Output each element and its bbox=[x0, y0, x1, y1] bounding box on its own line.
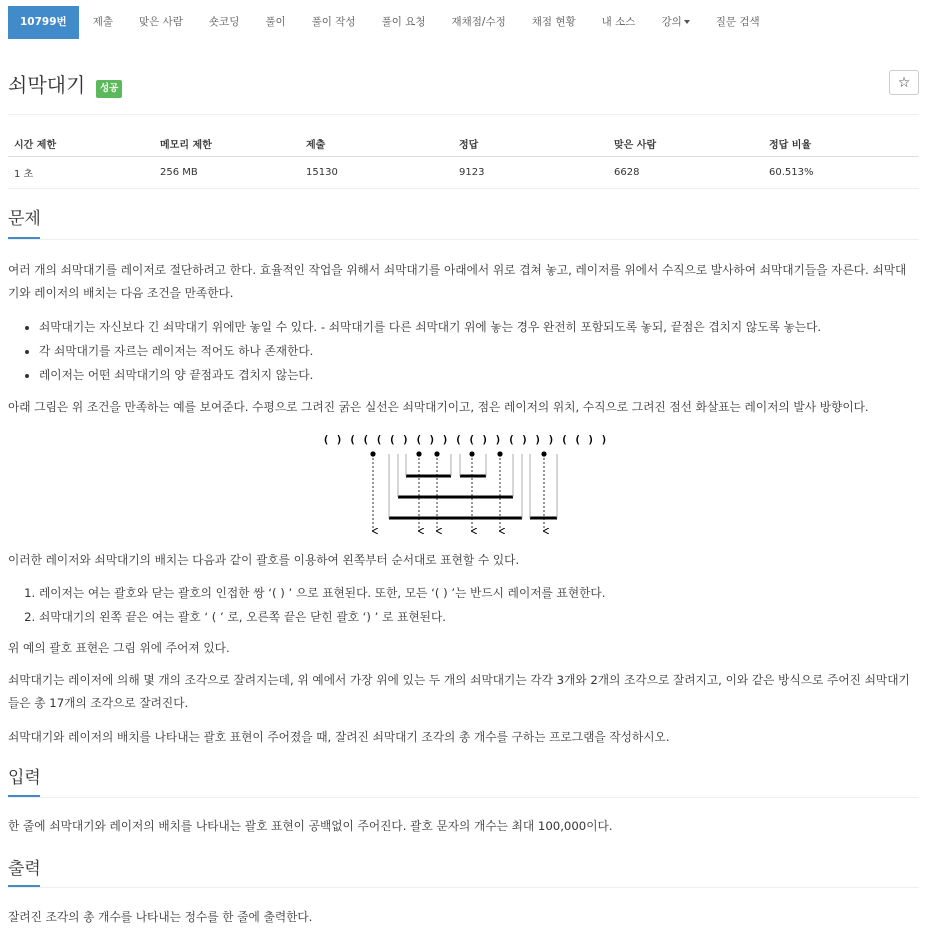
list-item: • 각 쇠막대기를 자르는 레이저는 적어도 하나 존재한다. bbox=[39, 339, 917, 363]
star-icon: ☆ bbox=[897, 75, 911, 91]
laser-dot bbox=[541, 451, 546, 456]
nav-request-solution[interactable]: 풀이 요청 bbox=[381, 16, 426, 28]
nav-submit[interactable]: 제출 bbox=[92, 16, 113, 28]
nav-rejudge[interactable]: 재채점/수정 bbox=[451, 16, 506, 28]
input-description: 한 줄에 쇠막대기와 레이저의 배치를 나타내는 괄호 표현이 공백없이 주어진다. 괄호 문자의 개수는 최대 100,000이다. bbox=[8, 819, 613, 833]
output-section-header bbox=[8, 858, 919, 892]
table-row bbox=[8, 157, 919, 189]
section-divider bbox=[8, 797, 919, 798]
conditions-list bbox=[8, 315, 917, 387]
nav-problem-number[interactable]: 10799번 bbox=[8, 6, 79, 39]
nav-write-solution[interactable]: 풀이 작성 bbox=[311, 16, 356, 28]
bracket-expression: ( ) ( ( ( ( ) ( ) ) ( ( ) ) ( ) ) ) ( ( ) ) bbox=[322, 433, 608, 446]
laser-dot bbox=[497, 451, 502, 456]
problem-paragraph-3: 이러한 레이저와 쇠막대기의 배치는 다음과 같이 괄호를 이용하여 왼쪽부터 순서대로 표현할 수 있다. bbox=[8, 553, 520, 567]
list-item: 2. 쇠막대기의 왼쪽 끝은 여는 괄호 ‘ ( ’ 로, 오른쪽 끝은 닫힌 괄호 ‘) ’ 로 표현된다. bbox=[39, 605, 917, 629]
problem-paragraph-4: 위 예의 괄호 표현은 그림 위에 주어져 있다. bbox=[8, 641, 230, 655]
cell-time-limit: 1 초 bbox=[8, 157, 154, 189]
star-button[interactable] bbox=[889, 70, 919, 95]
nav-question-search[interactable]: 질문 검색 bbox=[715, 16, 760, 28]
header-time-limit: 시간 제한 bbox=[8, 132, 154, 157]
cell-submissions: 15130 bbox=[300, 157, 453, 189]
header-accepted-users: 맞은 사람 bbox=[608, 132, 763, 157]
laser-dot bbox=[434, 451, 439, 456]
table-header-row bbox=[8, 132, 919, 157]
problem-paragraph-1: 여러 개의 쇠막대기를 레이저로 절단하려고 한다. 효율적인 작업을 위해서 쇠막대기를 아래에서 위로 겹쳐 놓고, 레이저를 위에서 수직으로 발사하여 쇠막대기들을 자른다. 쇠막대기와 레이저의 배치는 다음 조건을 만족한다. bbox=[8, 263, 907, 300]
header-memory-limit: 메모리 제한 bbox=[154, 132, 300, 157]
nav-lectures-dropdown[interactable] bbox=[661, 6, 689, 39]
problem-paragraph-6: 쇠막대기와 레이저의 배치를 나타내는 괄호 표현이 주어졌을 때, 잘려진 쇠막대기 조각의 총 개수를 구하는 프로그램을 작성하시오. bbox=[8, 730, 670, 744]
nav-short-coding[interactable]: 숏코딩 bbox=[208, 16, 240, 28]
header-accepted: 정답 bbox=[453, 132, 608, 157]
nav-status[interactable]: 채점 현황 bbox=[531, 16, 576, 28]
title-row bbox=[8, 70, 919, 104]
status-badge: 성공 bbox=[96, 80, 122, 98]
problem-paragraph-5: 쇠막대기는 레이저에 의해 몇 개의 조각으로 잘려지는데, 위 예에서 가장 위에 있는 두 개의 쇠막대기는 각각 3개와 2개의 조각으로 잘려지고, 이와 같은 방식으로 주어진 쇠막대기들은 총 17개의 조각으로 잘려진다. bbox=[8, 673, 910, 710]
laser-dot bbox=[469, 451, 474, 456]
nav-accepted-users[interactable]: 맞은 사람 bbox=[138, 16, 183, 28]
problem-nav bbox=[8, 6, 760, 39]
section-title-input: 입력 bbox=[8, 768, 41, 788]
problem-section-header bbox=[8, 208, 919, 242]
diagram-svg bbox=[322, 428, 608, 538]
problem-paragraph-2: 아래 그림은 위 조건을 만족하는 예를 보여준다. 수평으로 그려진 굵은 실선은 쇠막대기이고, 점은 레이저의 위치, 수직으로 그려진 점선 화살표는 레이저의 발사 방향이다. bbox=[8, 400, 869, 414]
nav-solutions[interactable]: 풀이 bbox=[265, 16, 286, 28]
problem-info-table bbox=[8, 132, 919, 189]
cell-accepted-users: 6628 bbox=[608, 157, 763, 189]
cell-accepted: 9123 bbox=[453, 157, 608, 189]
title-divider bbox=[8, 114, 919, 115]
section-divider bbox=[8, 887, 919, 888]
laser-dot bbox=[416, 451, 421, 456]
list-item: • 레이저는 어떤 쇠막대기의 양 끝점과도 겹치지 않는다. bbox=[39, 363, 917, 387]
output-description: 잘려진 조각의 총 개수를 나타내는 정수를 한 줄에 출력한다. bbox=[8, 910, 313, 924]
section-title-output: 출력 bbox=[8, 859, 41, 879]
input-section-header bbox=[8, 767, 919, 801]
cell-memory-limit: 256 MB bbox=[154, 157, 300, 189]
list-item: • 쇠막대기는 자신보다 긴 쇠막대기 위에만 놓일 수 있다. - 쇠막대기를 다른 쇠막대기 위에 놓는 경우 완전히 포함되도록 놓되, 끝점은 겹치지 않도록 놓는다. bbox=[39, 315, 917, 339]
section-divider bbox=[8, 239, 919, 240]
header-submissions: 제출 bbox=[300, 132, 453, 157]
header-ratio: 정답 비율 bbox=[763, 132, 919, 157]
nav-lectures-label: 강의 bbox=[661, 16, 682, 28]
section-title-problem: 문제 bbox=[8, 209, 41, 229]
laser-dot bbox=[370, 451, 375, 456]
representation-rules-list bbox=[8, 581, 917, 629]
iron-bar-diagram bbox=[322, 428, 608, 538]
page-title: 쇠막대기 bbox=[8, 73, 86, 97]
cell-ratio: 60.513% bbox=[763, 157, 919, 189]
list-item: 1. 레이저는 여는 괄호와 닫는 괄호의 인접한 쌍 ‘( ) ’ 으로 표현된다. 또한, 모든 ‘( ) ’는 반드시 레이저를 표현한다. bbox=[39, 581, 917, 605]
caret-down-icon bbox=[684, 20, 690, 24]
nav-my-source[interactable]: 내 소스 bbox=[601, 16, 636, 28]
